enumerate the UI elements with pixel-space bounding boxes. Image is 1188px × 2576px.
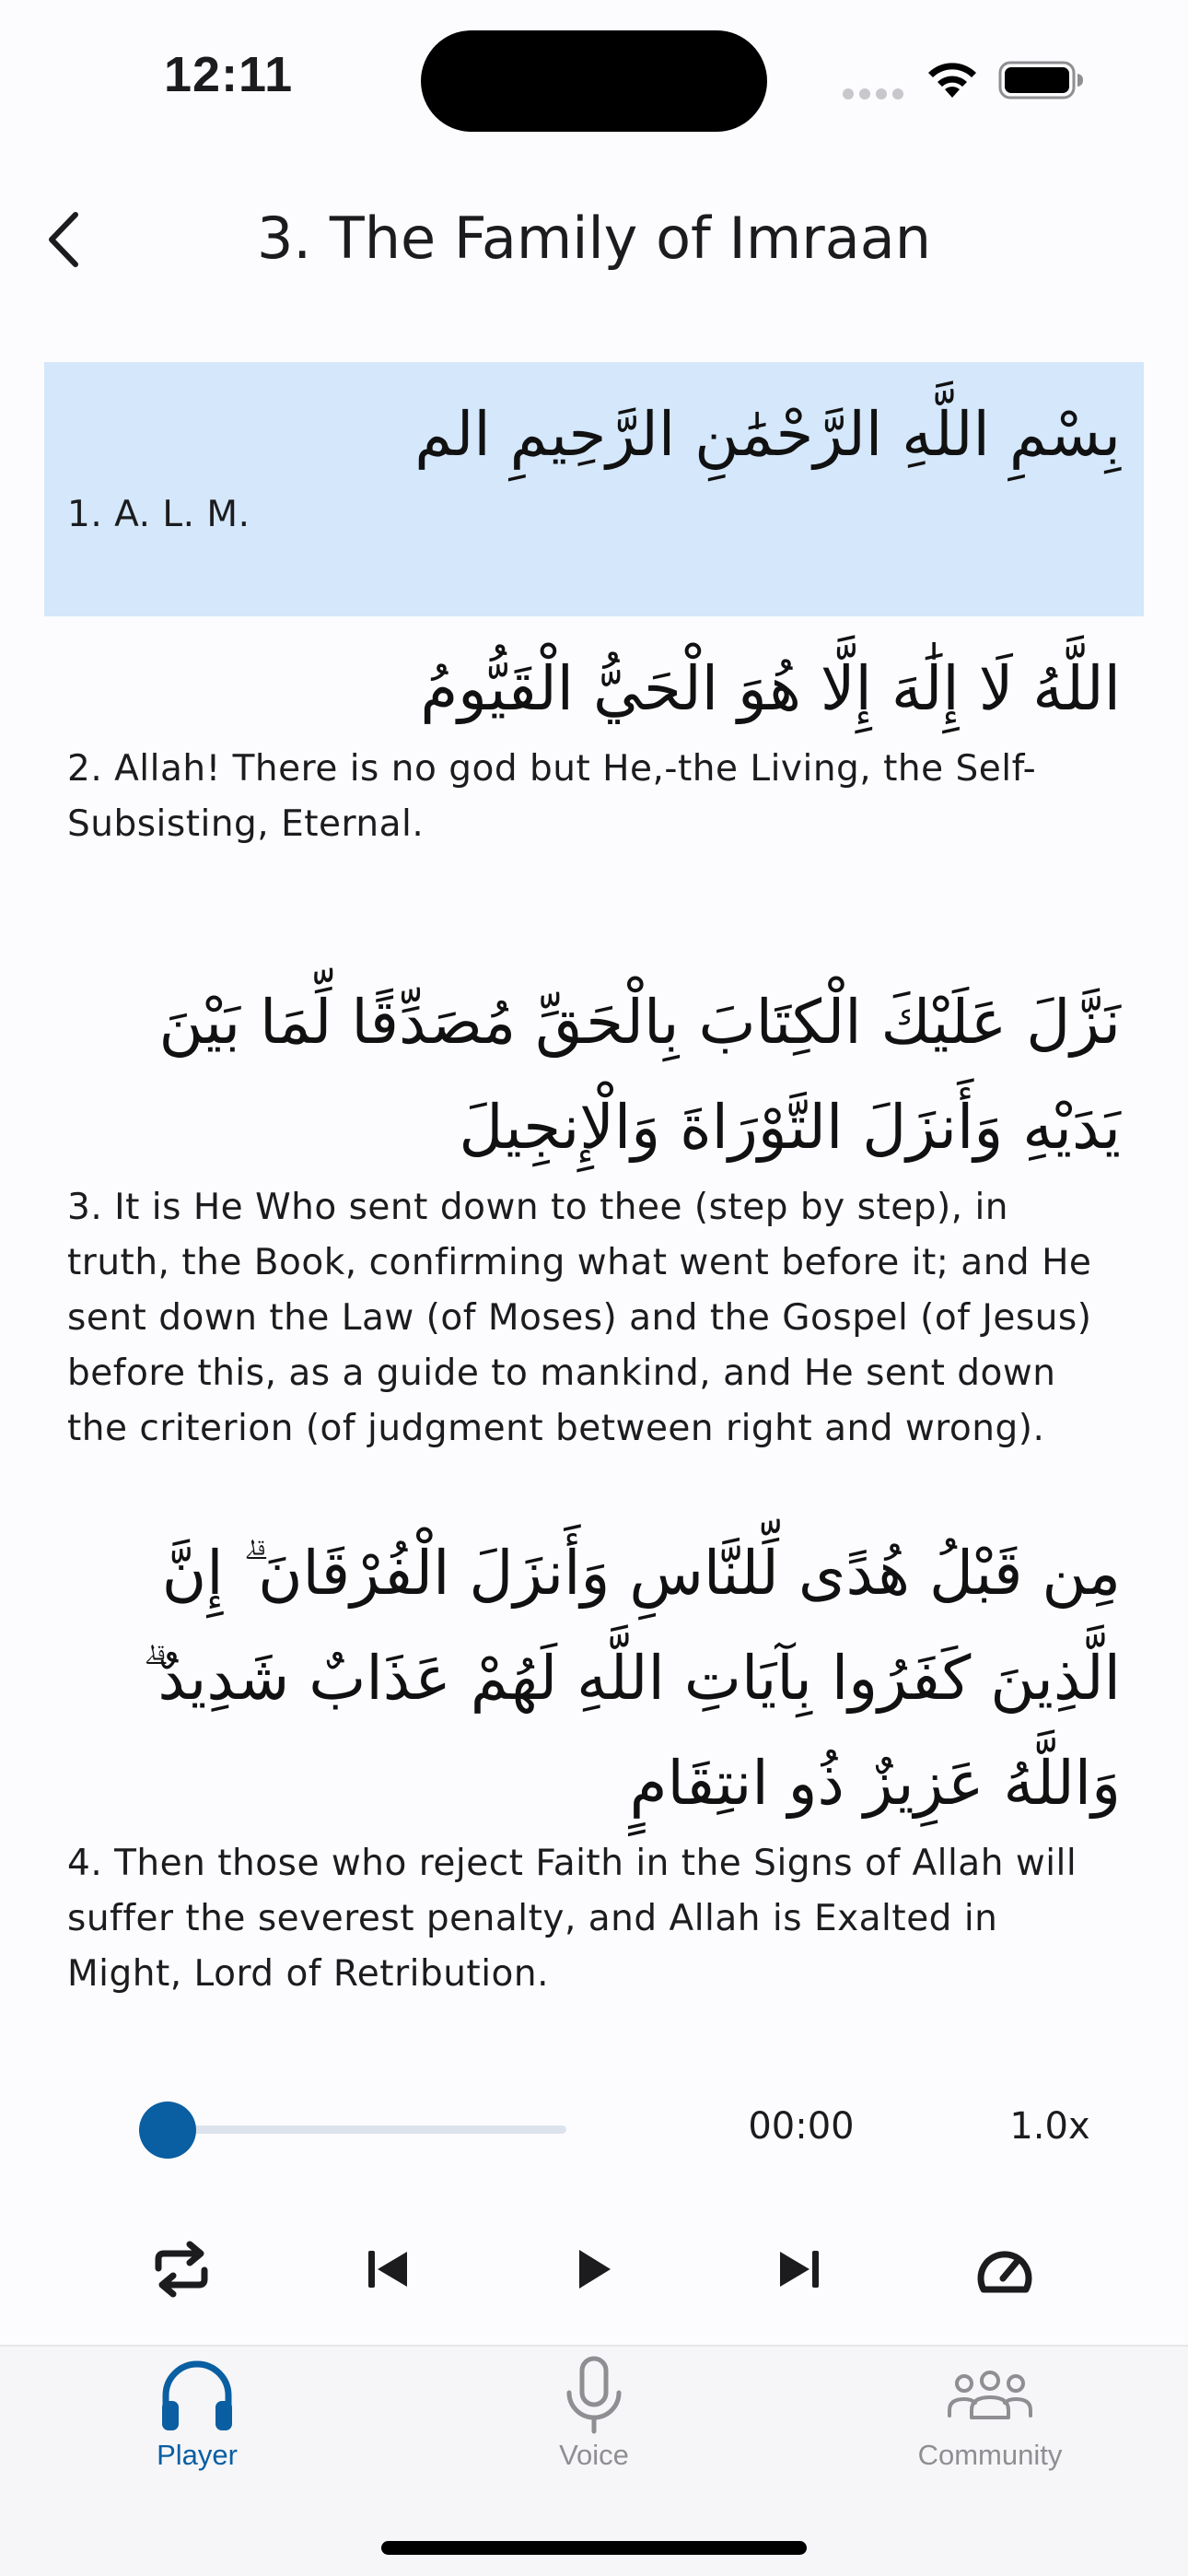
repeat-icon: [151, 2241, 212, 2298]
progress-slider-track[interactable]: [147, 2125, 566, 2134]
status-time: 12:11: [164, 47, 294, 102]
microphone-icon: [562, 2356, 626, 2435]
battery-icon: [998, 61, 1085, 100]
verse-translation-text: 1. A. L. M.: [67, 494, 250, 535]
people-icon: [946, 2368, 1034, 2423]
verse-list: [44, 362, 1144, 2028]
page-title: 3. The Family of Imraan: [256, 205, 931, 272]
verse-arabic-text: اللَّهُ لَا إِلَٰهَ إِلَّا هُوَ الْحَيُّ الْقَيُّومُ: [420, 653, 1121, 724]
verse-item-3[interactable]: [44, 950, 1144, 1482]
dynamic-island: [421, 30, 767, 132]
verse-item-4[interactable]: [44, 1501, 1144, 2028]
verse-item-2[interactable]: [44, 616, 1144, 930]
verse-arabic-text: مِن قَبْلُ هُدًى لِّلنَّاسِ وَأَنزَلَ الْفُرْقَانَ ۗ إِنَّ الَّذِينَ كَفَرُوا بِآيَاتِ اللَّهِ لَهُمْ عَذَابٌ شَدِيدٌ ۗ وَاللَّهُ عَزِيزٌ ذُو انتِقَامٍ: [142, 1538, 1121, 1819]
tab-voice[interactable]: [456, 2354, 732, 2483]
next-button[interactable]: [758, 2228, 841, 2311]
skip-previous-icon: [367, 2249, 409, 2289]
tab-player[interactable]: [59, 2354, 335, 2483]
verse-arabic-text: بِسْمِ اللَّهِ الرَّحْمَٰنِ الرَّحِيمِ الم: [414, 399, 1121, 470]
play-icon: [574, 2247, 614, 2291]
playback-speed[interactable]: 1.0x: [1009, 2105, 1090, 2148]
headphones-icon: [158, 2359, 236, 2432]
speed-gauge-icon: [974, 2243, 1035, 2295]
playback-time: 00:00: [748, 2105, 855, 2148]
verse-item-1[interactable]: [44, 362, 1144, 616]
verse-arabic-text: نَزَّلَ عَلَيْكَ الْكِتَابَ بِالْحَقِّ مُصَدِّقًا لِّمَا بَيْنَ يَدَيْهِ وَأَنزَلَ التَّوْرَاةَ وَالْإِنجِيلَ: [158, 987, 1121, 1163]
back-button[interactable]: [33, 203, 92, 276]
tab-label: Community: [917, 2439, 1063, 2471]
tab-community[interactable]: [852, 2354, 1128, 2483]
chevron-left-icon: [42, 209, 83, 270]
tab-label: Voice: [559, 2439, 629, 2471]
progress-slider-thumb[interactable]: [139, 2102, 196, 2159]
verse-translation-text: 2. Allah! There is no god but He,-the Living, the Self-Subsisting, Eternal.: [67, 748, 1037, 845]
previous-button[interactable]: [346, 2228, 429, 2311]
verse-translation-text: 3. It is He Who sent down to thee (step by step), in truth, the Book, confirming what went before it; and He sent down the Law (of Moses) and the Gospel (of Jesus) before this, as a guide to mankind, and He sent down the criterion (of judgment between right and wrong).: [67, 1187, 1092, 1449]
tab-label: Player: [157, 2439, 238, 2471]
home-indicator: [381, 2541, 807, 2555]
play-button[interactable]: [553, 2228, 635, 2311]
verse-translation-text: 4. Then those who reject Faith in the Signs of Allah will suffer the severest penalty, and Allah is Exalted in Might, Lord of Retribution.: [67, 1843, 1077, 1995]
repeat-button[interactable]: [140, 2228, 223, 2311]
cellular-signal-icon: [842, 88, 904, 100]
speed-button[interactable]: [963, 2228, 1046, 2311]
wifi-icon: [925, 57, 980, 100]
skip-next-icon: [778, 2249, 821, 2289]
